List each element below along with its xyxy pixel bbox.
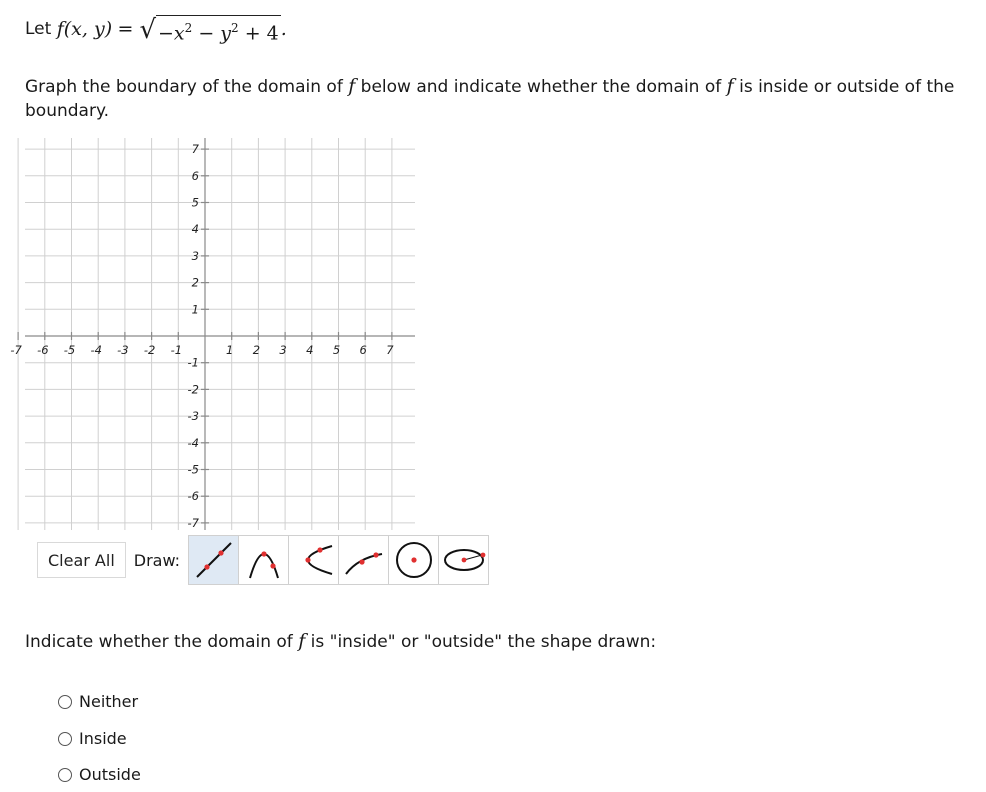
y-exponent: 2: [231, 20, 239, 35]
square-root-expression: [139, 15, 280, 46]
x-tick-label: 2: [252, 343, 261, 357]
x-tick-label: -5: [63, 343, 76, 357]
draw-toolbar: [37, 535, 488, 585]
sideways-parabola-tool-icon: [292, 538, 336, 582]
graph-canvas[interactable]: [10, 138, 415, 530]
y-tick-label: 5: [191, 195, 199, 210]
x-exponent: 2: [184, 20, 193, 35]
y-tick-label: -2: [187, 382, 199, 397]
function-name: f: [56, 18, 64, 40]
x-tick-label: 5: [332, 343, 341, 357]
indicate-text-1: Indicate whether the domain of: [25, 632, 299, 652]
indicate-f: f: [298, 630, 306, 652]
y-tick-label: 7: [191, 142, 199, 157]
minus-y-term: − y: [192, 22, 232, 45]
circle-tool-button[interactable]: [388, 535, 439, 585]
y-tick-label: -1: [187, 355, 199, 370]
y-tick-label: 1: [191, 302, 199, 317]
x-tick-label: -4: [90, 343, 102, 357]
prompt-f-1: f: [348, 75, 356, 97]
option-label: Neither: [79, 692, 139, 711]
y-tick-label: 6: [191, 168, 199, 183]
option-neither[interactable]: [58, 692, 138, 711]
option-label: Outside: [79, 765, 141, 784]
option-outside[interactable]: [58, 765, 141, 784]
circle-tool-icon: [392, 538, 436, 582]
plus-four-term: + 4: [238, 22, 279, 45]
prompt-text-3: is inside or outside of the boundary.: [25, 77, 955, 121]
prompt-text-2: below and indicate whether the domain of: [355, 77, 727, 97]
prompt-text-1: Graph the boundary of the domain of: [25, 77, 349, 97]
minus-x-term: −x: [158, 22, 185, 45]
x-tick-label: -1: [170, 343, 183, 357]
option-inside[interactable]: [58, 729, 127, 748]
let-label: Let: [25, 19, 52, 39]
option-label: Inside: [79, 729, 127, 748]
curve-tool-icon: [342, 538, 386, 582]
function-args: (x, y): [63, 18, 113, 40]
radicand: [156, 15, 281, 43]
indicate-text-2: is "inside" or "outside" the shape drawn:: [305, 632, 657, 652]
x-tick-label: -6: [37, 343, 49, 357]
draw-label: Draw:: [133, 550, 181, 570]
radio-button[interactable]: [58, 768, 72, 782]
parabola-tool-icon: [242, 538, 286, 582]
x-tick-label: -3: [117, 343, 129, 357]
clear-all-button[interactable]: Clear All: [37, 542, 126, 578]
x-tick-label: 7: [386, 343, 394, 357]
line-tool-button[interactable]: [188, 535, 239, 585]
y-tick-label: -6: [187, 489, 199, 504]
radical-icon: √: [139, 15, 157, 46]
ellipse-tool-button[interactable]: [438, 535, 489, 585]
parabola-tool-button[interactable]: [238, 535, 289, 585]
x-tick-label: 3: [279, 343, 287, 357]
graph-prompt: [25, 74, 960, 123]
radio-button[interactable]: [58, 732, 72, 746]
x-tick-label: -7: [10, 343, 22, 357]
prompt-f-2: f: [726, 75, 734, 97]
y-tick-label: -3: [187, 409, 199, 424]
y-tick-label: 2: [191, 275, 199, 290]
line-tool-icon: [192, 538, 236, 582]
grid: [18, 138, 415, 530]
axes: [18, 138, 415, 530]
curve-tool-button[interactable]: [338, 535, 389, 585]
ellipse-tool-icon: [442, 538, 486, 582]
y-tick-label: -7: [187, 515, 199, 530]
period: .: [280, 18, 287, 40]
equals-sign: =: [117, 18, 134, 40]
x-tick-label: 4: [306, 343, 314, 357]
y-tick-label: -5: [187, 462, 199, 477]
radio-button[interactable]: [58, 695, 72, 709]
x-tick-label: 1: [226, 343, 234, 357]
y-tick-label: 3: [191, 248, 199, 263]
indicate-prompt: [25, 630, 656, 652]
y-tick-label: -4: [187, 435, 199, 450]
y-tick-label: 4: [191, 222, 199, 237]
x-tick-label: -2: [143, 343, 156, 357]
x-tick-label: 6: [359, 343, 367, 357]
function-definition: [25, 14, 287, 44]
sideways-parabola-tool-button[interactable]: [288, 535, 339, 585]
